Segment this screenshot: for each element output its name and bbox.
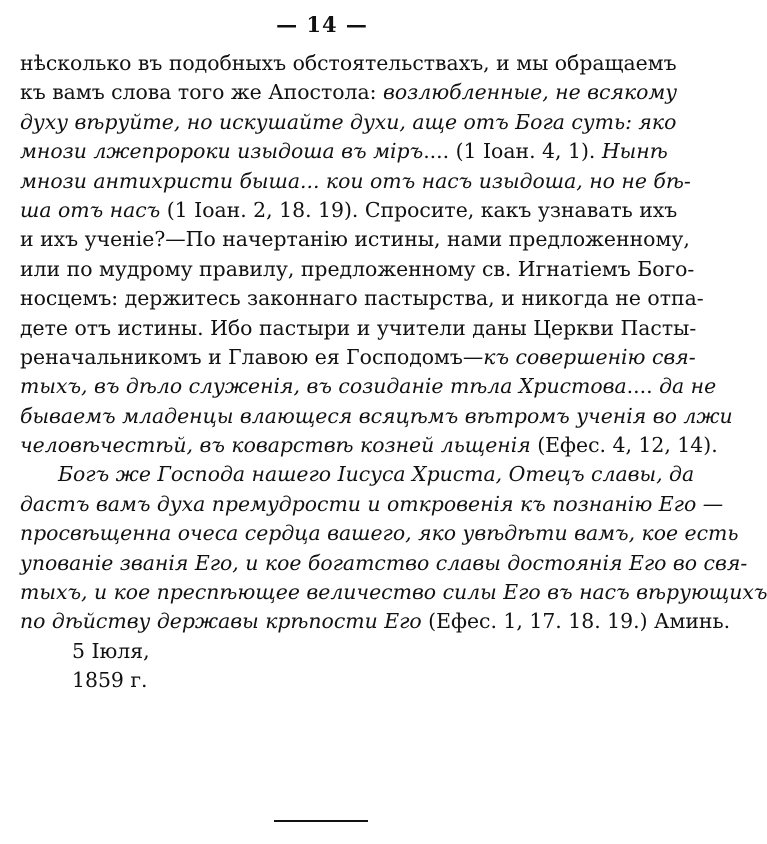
text-run: и ихъ ученіе?—По начертанію истины, нами предложенному, bbox=[20, 227, 690, 252]
text-line bbox=[20, 196, 678, 225]
text-line bbox=[20, 255, 695, 284]
italic-text: ша отъ насъ bbox=[20, 197, 161, 222]
text-line bbox=[20, 431, 718, 460]
italic-text: бываемъ младенцы влающеся всяцѣмъ вѣтромъ ученія во лжи bbox=[20, 403, 733, 428]
text-line bbox=[20, 78, 678, 107]
italic-text: дастъ вамъ духа премудрости и откровенія къ познанію Его — bbox=[20, 491, 724, 516]
text-line bbox=[20, 314, 697, 343]
italic-text: Богъ же Господа нашего Іисуса Христа, Отецъ славы, да bbox=[58, 462, 695, 487]
text-line bbox=[20, 666, 625, 695]
body-text bbox=[20, 49, 767, 696]
text-line bbox=[20, 372, 717, 401]
italic-text: Нынѣ bbox=[601, 139, 668, 164]
text-line bbox=[20, 284, 704, 313]
text-run: .... bbox=[626, 374, 660, 399]
italic-text: тыхъ, и кое преспѣющее величество силы Его въ насъ вѣрующихъ bbox=[20, 580, 767, 605]
text-line bbox=[20, 607, 731, 636]
text-run: (1 Іоан. 2, 18. 19). Спросите, какъ узнавать ихъ bbox=[160, 197, 678, 222]
italic-text: къ совершенію свя- bbox=[483, 344, 696, 369]
text-line bbox=[20, 167, 691, 196]
text-run: реначальникомъ и Главою ея Господомъ— bbox=[20, 344, 484, 369]
italic-text: просвѣщенна очеса сердца вашего, яко увѣдѣти вамъ, кое есть bbox=[20, 521, 739, 546]
closing-rule bbox=[274, 820, 368, 822]
text-line bbox=[20, 49, 677, 78]
text-line bbox=[20, 637, 625, 666]
text-line bbox=[20, 490, 724, 519]
text-run: 5 Іюля, bbox=[72, 638, 150, 663]
text-run: или по мудрому правилу, предложенному св. Игнатіемъ Бого- bbox=[20, 256, 695, 281]
italic-text: мнози лжепророки изыдоша въ міръ bbox=[20, 139, 424, 164]
text-line bbox=[20, 343, 696, 372]
italic-text: да не bbox=[659, 374, 717, 399]
text-line bbox=[20, 519, 739, 548]
text-run: (Ефес. 1, 17. 18. 19.) Аминь. bbox=[421, 609, 731, 634]
text-run: къ вамъ слова того же Апостола: bbox=[20, 80, 383, 105]
text-line bbox=[20, 137, 668, 166]
italic-text: тыхъ, въ дѣло служенія, въ созиданіе тѣла Христова bbox=[20, 374, 627, 399]
text-line bbox=[20, 460, 695, 489]
text-line bbox=[20, 225, 690, 254]
italic-text: возлюбленные, не всякому bbox=[382, 80, 678, 105]
italic-text: упованіе званія Его, и кое богатство славы достоянія Его во свя- bbox=[20, 550, 748, 575]
text-line bbox=[20, 402, 733, 431]
italic-text: мнози антихристи быша... кои отъ насъ изыдоша, но не бѣ- bbox=[20, 168, 691, 193]
italic-text: человѣчестѣй, въ коварствѣ козней льщенія bbox=[20, 433, 531, 458]
text-run: носцемъ: держитесь законнаго пастырства, и никогда не отпа- bbox=[20, 286, 704, 311]
text-run: (Ефес. 4, 12, 14). bbox=[530, 433, 718, 458]
text-run: нѣсколько въ подобныхъ обстоятельствахъ, и мы обращаемъ bbox=[20, 51, 677, 75]
text-run: .... (1 Іоан. 4, 1). bbox=[423, 139, 602, 164]
text-line bbox=[20, 549, 748, 578]
text-run: дете отъ истины. Ибо пастыри и учители даны Церкви Пасты- bbox=[20, 315, 697, 340]
italic-text: по дѣйству державы крѣпости Его bbox=[20, 609, 422, 634]
text-line bbox=[20, 108, 677, 137]
text-line bbox=[20, 578, 767, 607]
page-number: — 14 — bbox=[276, 12, 368, 37]
italic-text: духу вѣруйте, но искушайте духи, аще отъ Бога суть: яко bbox=[20, 109, 677, 134]
text-run: 1859 г. bbox=[72, 668, 148, 693]
